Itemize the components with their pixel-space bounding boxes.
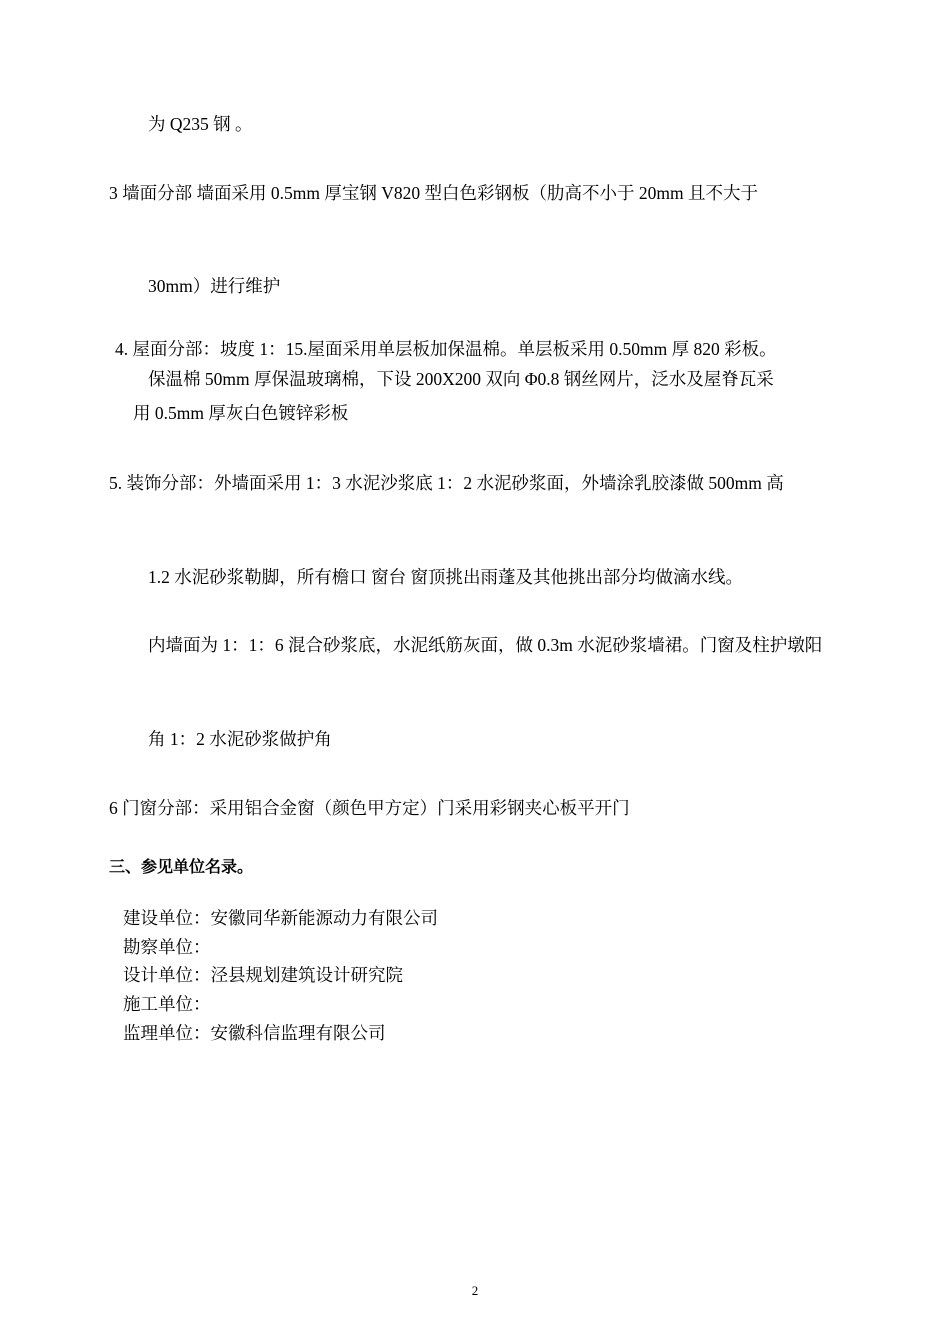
paragraph-line: 30mm）进行维护: [148, 276, 281, 296]
paragraph-line: 4. 屋面分部：坡度 1：15.屋面采用单层板加保温棉。单层板采用 0.50mm 厚 820 彩板。: [115, 339, 777, 359]
paragraph-line: 内墙面为 1：1：6 混合砂浆底，水泥纸筋灰面，做 0.3m 水泥砂浆墙裙。门窗及柱护墩阳: [148, 635, 823, 655]
paragraph-line: 保温棉 50mm 厚保温玻璃棉，下设 200X200 双向 Φ0.8 钢丝网片，泛水及屋脊瓦采: [148, 369, 774, 389]
unit-item-builder: 施工单位：: [123, 994, 211, 1015]
paragraph-line: 用 0.5mm 厚灰白色镀锌彩板: [133, 403, 349, 423]
paragraph-line: 3 墙面分部 墙面采用 0.5mm 厚宝钢 V820 型白色彩钢板（肋高不小于 20mm 且不大于: [109, 183, 758, 203]
unit-item-construction: 建设单位：安徽同华新能源动力有限公司: [123, 908, 438, 928]
unit-list: [123, 904, 438, 1048]
unit-item-supervision: 监理单位：安徽科信监理有限公司: [123, 1022, 386, 1043]
paragraph-line: 1.2 水泥砂浆勒脚，所有檐口 窗台 窗顶挑出雨蓬及其他挑出部分均做滴水线。: [148, 567, 743, 587]
unit-item-design: 设计单位：泾县规划建筑设计研究院: [123, 965, 403, 986]
paragraph-line: 5. 装饰分部：外墙面采用 1：3 水泥沙浆底 1：2 水泥砂浆面，外墙涂乳胶漆做 500mm 高: [109, 473, 784, 493]
paragraph-line: 角 1：2 水泥砂浆做护角: [148, 729, 332, 749]
unit-item-survey: 勘察单位：: [123, 936, 211, 957]
paragraph-line: 为 Q235 钢 。: [148, 114, 253, 134]
section-heading: 三、参见单位名录。: [109, 857, 254, 876]
paragraph-line: 6 门窗分部：采用铝合金窗（颜色甲方定）门采用彩钢夹心板平开门: [109, 798, 630, 818]
page-number: 2: [471, 1283, 479, 1298]
